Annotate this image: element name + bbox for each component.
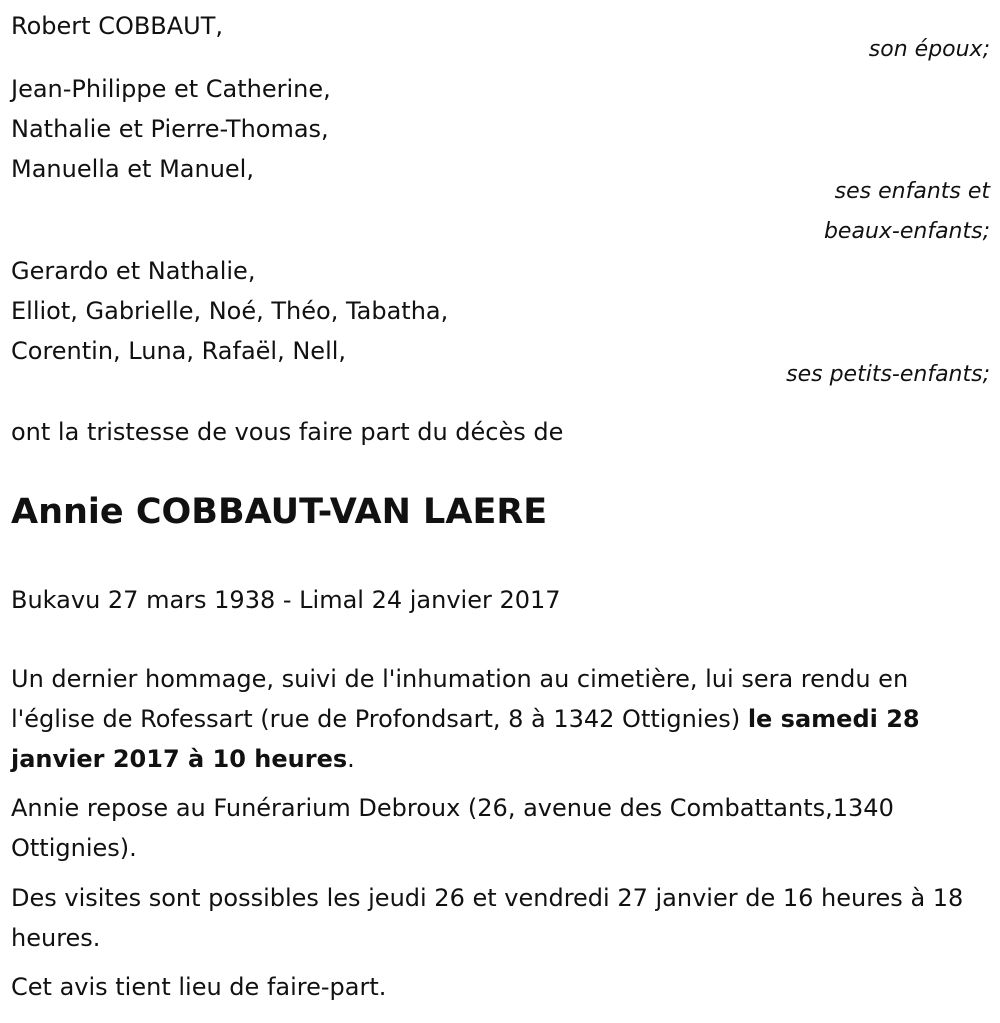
children-role-line-1: ses enfants et [834, 179, 990, 204]
visits-paragraph: Des visites sont possibles les jeudi 26 et vendredi 27 janvier de 16 heures à 18 heures. [11, 884, 964, 952]
grandchildren-role: ses petits-enfants; [786, 362, 990, 387]
child-line-3: Manuella et Manuel, [11, 155, 254, 183]
child-line-1: Jean-Philippe et Catherine, [11, 75, 331, 103]
announcement-text: ont la tristesse de vous faire part du décès de [11, 418, 564, 446]
ceremony-end: . [347, 745, 355, 773]
ceremony-text: Un dernier hommage, suivi de l'inhumation au cimetière, lui sera rendu en l'église de Rofessart (rue de Profondsart, 8 à 1342 Ottignies) [11, 665, 909, 733]
spouse-name: Robert COBBAUT, [11, 12, 224, 40]
child-line-2: Nathalie et Pierre-Thomas, [11, 115, 329, 143]
closing-paragraph: Cet avis tient lieu de faire-part. [11, 973, 387, 1001]
children-role-line-2: beaux-enfants; [823, 219, 990, 244]
deceased-dates: Bukavu 27 mars 1938 - Limal 24 janvier 2017 [11, 586, 561, 614]
grandchild-line-3: Corentin, Luna, Rafaël, Nell, [11, 337, 347, 365]
ceremony-date: le samedi 28 janvier 2017 à 10 heures [11, 705, 920, 773]
grandchild-line-1: Gerardo et Nathalie, [11, 257, 256, 285]
deceased-name: Annie COBBAUT-VAN LAERE [11, 492, 548, 532]
ceremony-paragraph [11, 659, 989, 779]
grandchild-line-2: Elliot, Gabrielle, Noé, Théo, Tabatha, [11, 297, 449, 325]
rest-place-paragraph: Annie repose au Funérarium Debroux (26, avenue des Combattants,1340 Ottignies). [11, 794, 894, 862]
spouse-role: son époux; [868, 37, 990, 62]
